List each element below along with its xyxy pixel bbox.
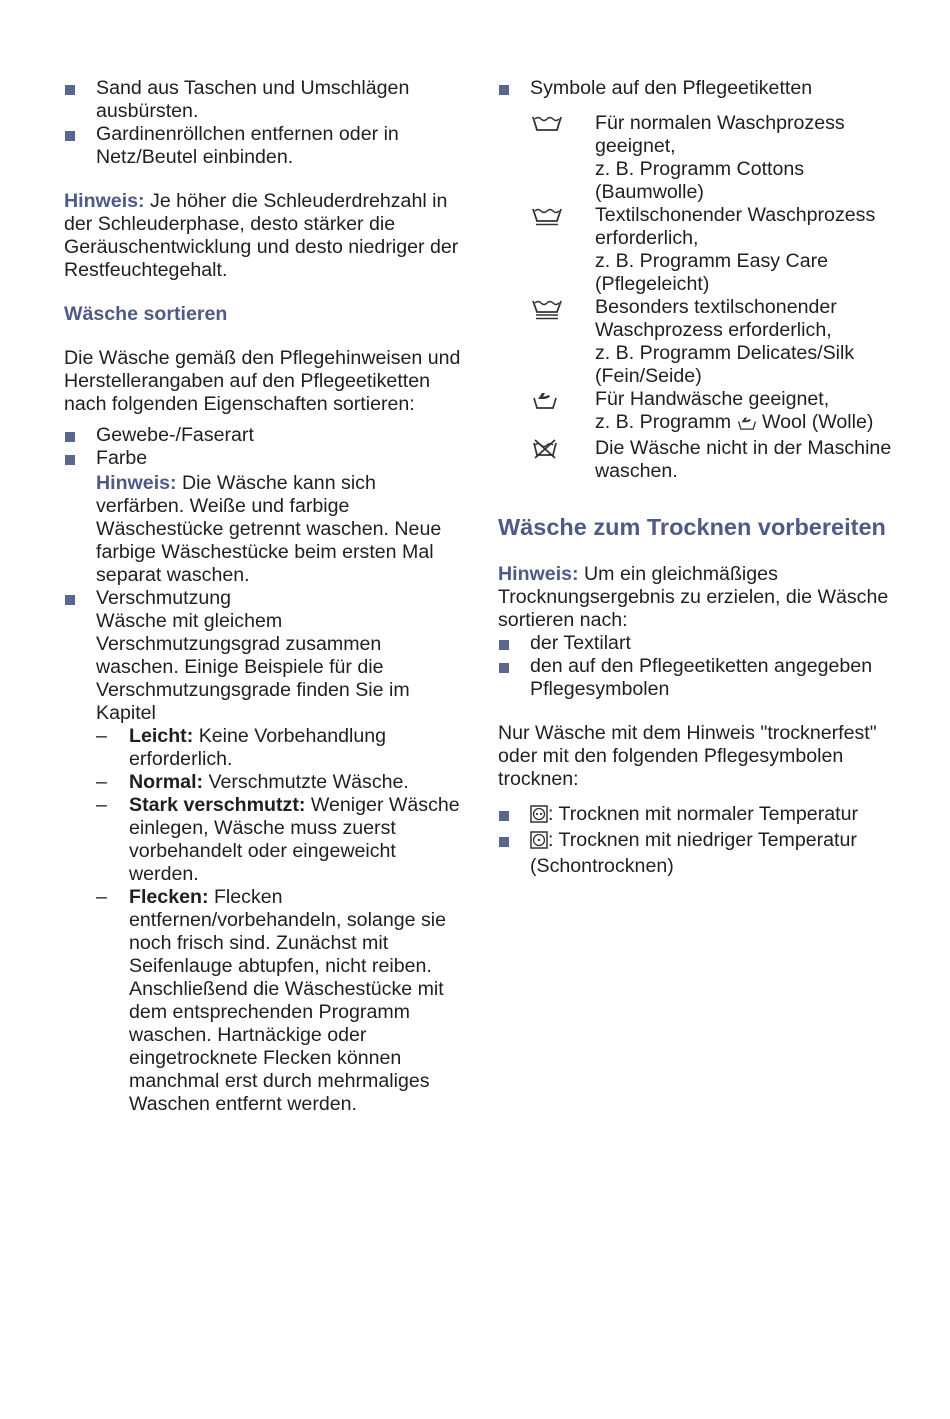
sort-item-color: Farbe [96, 447, 148, 469]
hinweis-spin [64, 190, 464, 282]
care-symbol-line: Textilschonender Waschprozess erforderlich, [595, 204, 876, 249]
dirt-term: Leicht: [129, 725, 194, 747]
sort-intro: Die Wäsche gemäß den Pflegehinweisen und Herstellerangaben auf den Pflegeetiketten nach folgenden Eigenschaften sortieren: [64, 347, 461, 415]
dirt-term: Stark verschmutzt: [129, 794, 306, 816]
right-column [498, 77, 898, 878]
care-symbol-line: Die Wäsche nicht in der Maschine waschen. [595, 437, 892, 482]
dry-hinweis-text: Um ein gleichmäßiges Trocknungsergebnis zu erzielen, die Wäsche sortieren nach: [498, 563, 889, 631]
care-symbol-line: z. B. Programm Delicates/Silk (Fein/Seide) [595, 342, 855, 387]
dirt-desc: Keine Vorbehandlung erforderlich. [129, 725, 387, 770]
list-item: den auf den Pflegeetiketten angegeben Pflegesymbolen [498, 655, 898, 701]
left-column [64, 77, 464, 1116]
list-item: Gardinenröllchen entfernen oder in Netz/Beutel einbinden. [64, 123, 464, 169]
care-symbol-line: Für Handwäsche geeignet, [595, 388, 830, 410]
dirt-desc: Flecken entfernen/vorbehandeln, solange sie noch frisch sind. Zunächst mit Seifenlauge abtupfen, nicht reiben. Anschließend die Wäschestücke mit dem entsprechenden Programm waschen. Hartnäckige oder eingetrocknete Flecken können manchmal erst durch mehrmaliges Waschen entfernt werden. [129, 886, 447, 1115]
care-symbol-line [595, 411, 898, 437]
dirt-desc: Weniger Wäsche einlegen, Wäsche muss zuerst vorbehandelt oder eingeweicht werden. [129, 794, 460, 885]
care-symbol-line: Für normalen Waschprozess geeignet, [595, 112, 845, 157]
list-item: der Textilart [498, 632, 898, 655]
care-symbol-line: z. B. Programm Cottons (Baumwolle) [595, 158, 805, 203]
sort-item-dirt: Verschmutzung [96, 587, 232, 609]
care-symbol-line: Besonders textilschonender Waschprozess erforderlich, [595, 296, 837, 341]
dry-heading: Wäsche zum Trocknen vorbereiten [498, 514, 886, 540]
dry-intro: Nur Wäsche mit dem Hinweis "trocknerfest" oder mit den folgenden Pflegesymbolen trocknen: [498, 722, 877, 790]
tumble-dry-low-icon [530, 831, 548, 855]
dry-symbol-text: : Trocknen mit niedriger Temperatur (Schontrocknen) [530, 829, 857, 877]
color-hinweis [96, 472, 464, 587]
dirt-term: Flecken: [129, 886, 209, 908]
wash-tub-one-bar-icon [532, 206, 562, 232]
list-item: Gewebe-/Faserart [64, 424, 464, 447]
dirt-level [96, 794, 464, 886]
dirt-level [96, 771, 464, 794]
hinweis-label: Hinweis: [64, 190, 145, 212]
dirt-level [96, 725, 464, 771]
care-symbol-entry [498, 388, 898, 437]
wash-tub-icon [532, 114, 562, 138]
care-symbol-entry [498, 112, 898, 204]
list-item [498, 829, 898, 878]
hand-wash-icon [737, 414, 757, 437]
symbols-title: Symbole auf den Pflegeetiketten [498, 77, 898, 100]
do-not-wash-icon [532, 439, 558, 465]
list-item [64, 447, 464, 587]
hinweis-label: Hinweis: [498, 563, 579, 585]
handwash-line-pre: z. B. Programm [595, 411, 732, 433]
hinweis-label: Hinweis: [96, 472, 177, 494]
handwash-line-post: Wool (Wolle) [762, 411, 874, 433]
dirt-text: Wäsche mit gleichem Verschmutzungsgrad zusammen waschen. Einige Beispiele für die Verschmutzungsgrade finden Sie im Kapitel [96, 610, 410, 724]
care-symbol-entry [498, 296, 898, 388]
dirt-level [96, 886, 464, 1116]
dry-hinweis [498, 563, 898, 632]
hinweis-spin-text: Je höher die Schleuderdrehzahl in der Schleuderphase, desto stärker die Geräuschentwicklung und desto niedriger der Restfeuchtegehalt. [64, 190, 459, 281]
care-symbol-entry [498, 204, 898, 296]
color-hinweis-text: Die Wäsche kann sich verfärben. Weiße und farbige Wäschestücke getrennt waschen. Neue farbige Wäschestücke beim ersten Mal separat waschen. [96, 472, 442, 586]
list-item: Sand aus Taschen und Umschlägen ausbürsten. [64, 77, 464, 123]
list-item [498, 803, 898, 829]
dirt-desc: Verschmutzte Wäsche. [208, 771, 409, 793]
tumble-dry-normal-icon [530, 805, 548, 829]
wash-tub-two-bars-icon [532, 298, 562, 326]
care-symbol-line: z. B. Programm Easy Care (Pflegeleicht) [595, 250, 829, 295]
list-item [64, 587, 464, 1116]
dirt-term: Normal: [129, 771, 204, 793]
sort-heading: Wäsche sortieren [64, 303, 228, 325]
dry-symbol-text: : Trocknen mit normaler Temperatur [548, 803, 858, 825]
hand-wash-icon [532, 390, 558, 416]
care-symbol-entry [498, 437, 898, 483]
